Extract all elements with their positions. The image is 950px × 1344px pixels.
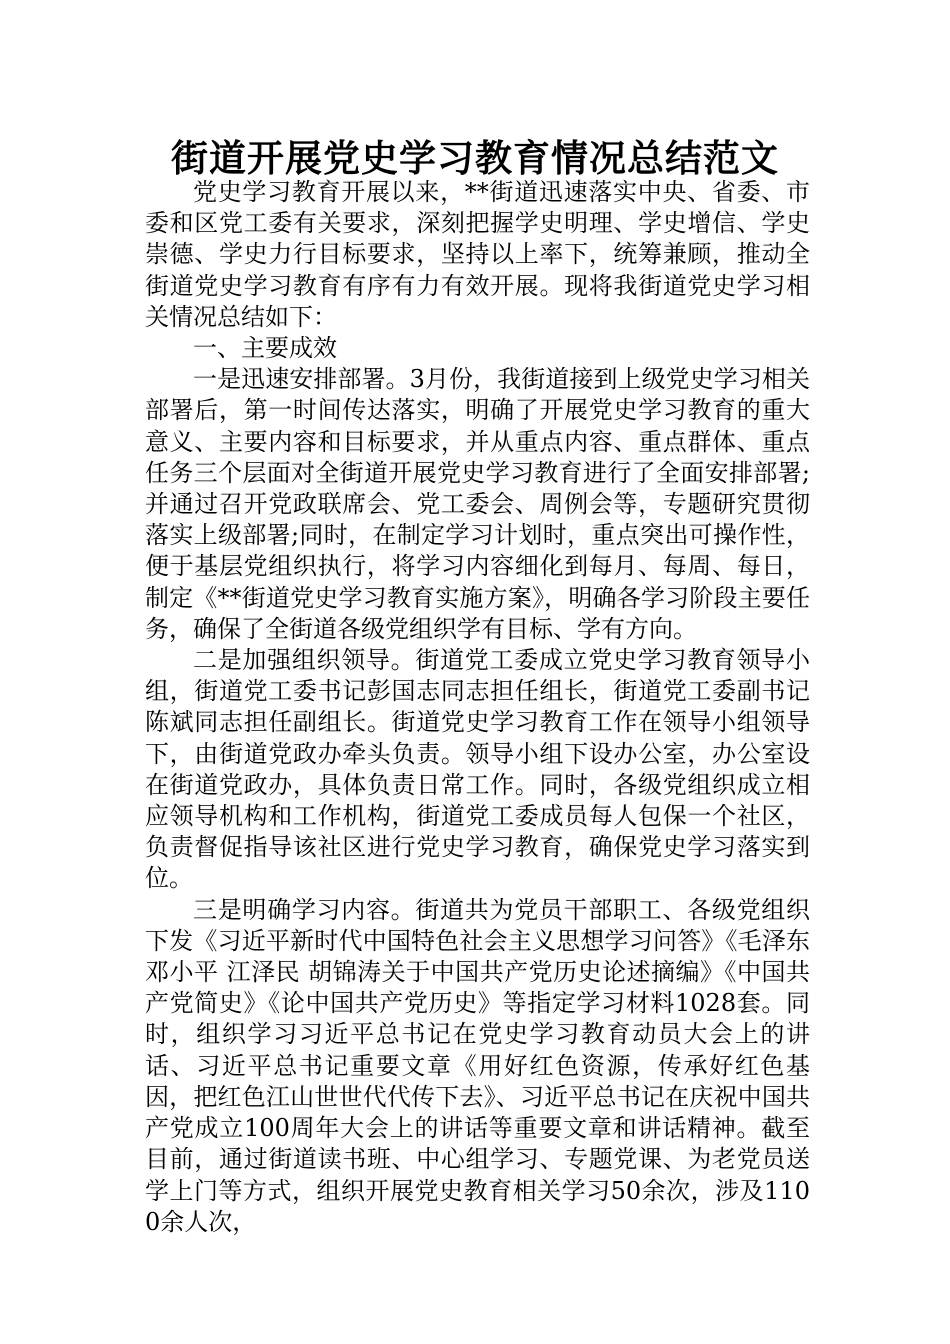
section-heading-main-results: 一、主要成效 (193, 334, 337, 363)
paragraph-study-content: 三是明确学习内容。街道共为党员干部职工、各级党组织下发《习近平新时代中国特色社会主义思想学习问答》《毛泽东 邓小平 江泽民 胡锦涛关于中国共产党历史论述摘编》《中国共产党简史》《论中国共产党历史》等指定学习材料1028套。同时，组织学习习近平总书记在党史学习教育动员大会上的讲话、习近平总书记重要文章《用好红色资源，传承好红色基因，把红色江山世世代代传下去》、习近平总书记在庆祝中国共产党成立100周年大会上的讲话等重要文章和讲话精神。截至目前，通过街道读书班、中心组学习、专题党课、为老党员送学上门等方式，组织开展党史教育相关学习50余次，涉及1100余人次， (145, 895, 810, 1236)
paragraph-leadership: 二是加强组织领导。街道党工委成立党史学习教育领导小组，街道党工委书记彭国志同志担任组长，街道党工委副书记陈斌同志担任副组长。街道党史学习教育工作在领导小组领导下，由街道党政办牵头负责。领导小组下设办公室，办公室设在街道党政办，具体负责日常工作。同时，各级党组织成立相应领导机构和工作机构，街道党工委成员每人包保一个社区，负责督促指导该社区进行党史学习教育，确保党史学习落实到位。 (145, 646, 810, 893)
paragraph-deployment: 一是迅速安排部署。3月份，我街道接到上级党史学习相关部署后，第一时间传达落实，明确了开展党史学习教育的重大意义、主要内容和目标要求，并从重点内容、重点群体、重点任务三个层面对全街道开展党史学习教育进行了全面安排部署;并通过召开党政联席会、党工委会、周例会等，专题研究贯彻落实上级部署;同时，在制定学习计划时，重点突出可操作性，便于基层党组织执行，将学习内容细化到每月、每周、每日，制定《**街道党史学习教育实施方案》，明确各学习阶段主要任务，确保了全街道各级党组织学有目标、学有方向。 (145, 365, 810, 643)
document-body (145, 177, 810, 1238)
paragraph-intro: 党史学习教育开展以来，**街道迅速落实中央、省委、市委和区党工委有关要求，深刻把握学史明理、学史增信、学史崇德、学史力行目标要求，坚持以上率下，统筹兼顾，推动全街道党史学习教育有序有力有效开展。现将我街道党史学习相关情况总结如下： (145, 178, 810, 331)
document-title: 街道开展党史学习教育情况总结范文 (171, 136, 779, 180)
